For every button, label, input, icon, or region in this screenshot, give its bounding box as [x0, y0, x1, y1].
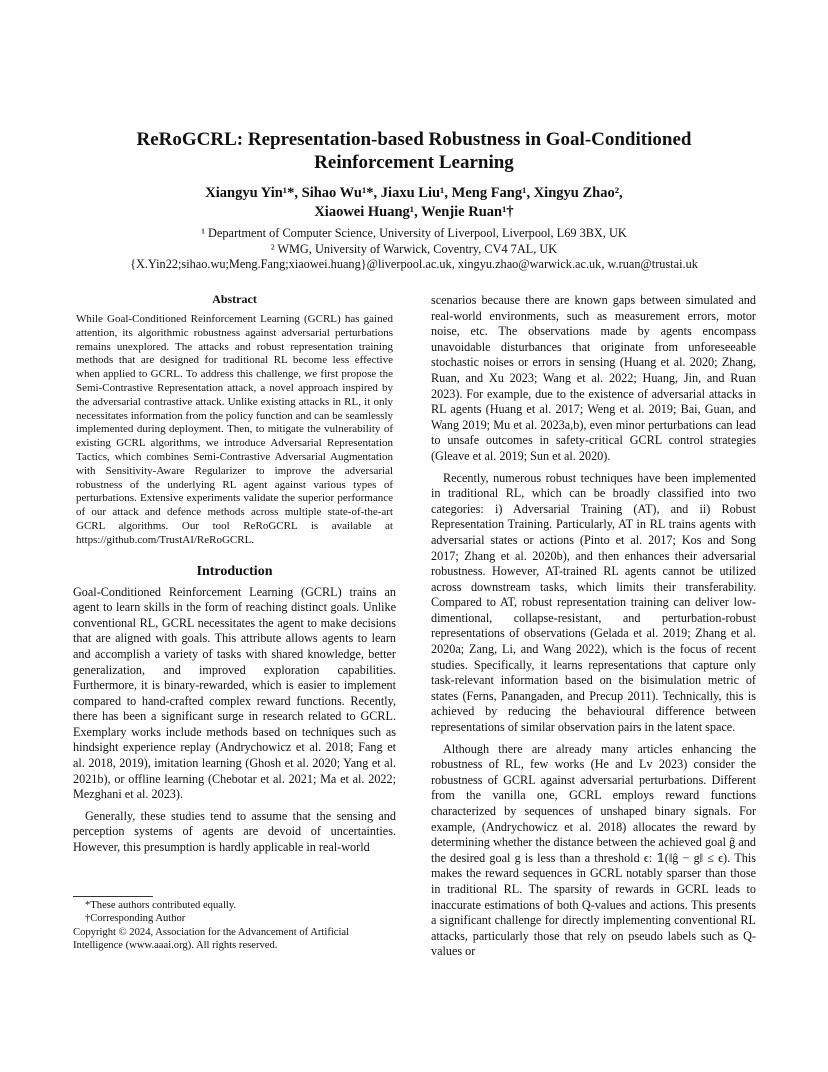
title-line-1: ReRoGCRL: Representation-based Robustness in Goal-Conditioned — [136, 129, 692, 150]
abstract-text: While Goal-Conditioned Reinforcement Learning (GCRL) has gained attention, its algorithmic robustness against adversarial perturbations remains unexplored. The attacks and robust representation training methods that are designed for traditional RL become less effective when applied to GCRL. To address this challenge, we first propose the Semi-Contrastive Representation attack, a novel approach inspired by the adversarial contrastive attack. Unlike existing attacks in RL, it only necessitates information from the policy function and can be seamlessly implemented during deployment. Then, to mitigate the vulnerability of existing GCRL algorithms, we introduce Adversarial Representation Tactics, which combines Semi-Contrastive Adversarial Augmentation with Sensitivity-Aware Regularizer to improve the adversarial robustness of the underlying RL agent against various types of perturbations. Extensive experiments validate the superior performance of our attack and defence methods across multiple state-of-the-art GCRL algorithms. Our tool ReRoGCRL is available at https://github.com/TrustAI/ReRoGCRL. — [76, 313, 393, 546]
right-paragraph-3: Although there are already many articles enhancing the robustness of RL, few works (He and Lv 2023) consider the robustness of GCRL against adversarial perturbations. Different from the vanilla one, GCRL employs reward functions characterized by sequences of unshaped binary signals. For example, (Andrychowicz et al. 2018) allocates the reward by determining whether the distance between the achieved goal ĝ and the desired goal g is less than a threshold ϵ: 𝟙(‖ĝ − g‖ ≤ ϵ). This makes the reward sequences in GCRL notably sparser than those in traditional RL. The sparsity of rewards in GCRL leads to inaccurate estimations of both Q-values and actions. This presents a significant challenge for directly implementing conventional RL attacks, particularly those that rely on pseudo labels such as Q-values or — [431, 741, 756, 959]
paper-title — [60, 128, 768, 174]
left-column — [73, 292, 396, 856]
introduction-heading: Introduction — [196, 563, 273, 579]
introduction-paragraph-1: Goal-Conditioned Reinforcement Learning (GCRL) trains an agent to learn skills in the form of reaching distinct goals. Unlike conventional RL, GCRL necessitates the agent to make decisions that are aligned with goals. This attribute allows agents to learn and accomplish a variety of tasks with shared knowledge, better generalization, and improved exploration capabilities. Furthermore, it is binary-rewarded, which is easier to implement compared to hand-crafted complex reward functions. Recently, there has been a significant surge in research related to GCRL. Exemplary works include methods based on techniques such as hindsight experience replay (Andrychowicz et al. 2018; Fang et al. 2018, 2019), imitation learning (Ghosh et al. 2020; Yang et al. 2021b), or offline learning (Chebotar et al. 2021; Ma et al. 2022; Mezghani et al. 2023). — [73, 584, 396, 802]
abstract-heading: Abstract — [212, 292, 257, 306]
title-line-2: Reinforcement Learning — [314, 152, 514, 173]
footnote-equal-contribution: *These authors contributed equally. — [85, 900, 237, 911]
introduction-paragraph-2: Generally, these studies tend to assume that the sensing and perception systems of agents are devoid of uncertainties. However, this presumption is hardly applicable in real-world — [73, 808, 396, 855]
footnote-divider — [73, 896, 153, 897]
footnotes — [73, 899, 396, 952]
arxiv-watermark — [20, 250, 56, 770]
right-paragraph-1: scenarios because there are known gaps between simulated and real-world environments, such as measurement errors, motor noise, etc. The observations made by agents encompass unavoidable disturbances that originate from unforeseeable stochastic noises or errors in sensing (Huang et al. 2020; Zhang, Ruan, and Xu 2023; Wang et al. 2022; Huang, Jin, and Ruan 2023). For example, due to the existence of adversarial attacks in RL agents (Huang et al. 2017; Weng et al. 2019; Bai, Guan, and Wang 2019; Mu et al. 2023a,b), even minor perturbations can lead to unsafe outcomes in safety-critical GCRL control strategies (Gleave et al. 2019; Sun et al. 2020). — [431, 293, 756, 463]
authors-line-2: Xiaowei Huang¹, Wenjie Ruan¹† — [314, 204, 514, 220]
right-paragraph-2: Recently, numerous robust techniques have been implemented in traditional RL, which can be broadly classified into two categories: i) Adversarial Training (AT), and ii) Robust Representation Training. Particularly, AT in RL trains agents with adversarial states or actions (Pinto et al. 2017; Kos and Song 2017; Zhang et al. 2020b), and then enhances their adversarial robustness. However, AT-trained RL agents cannot be utilized across downstream tasks, which limits their transferability. Compared to AT, robust representation training can deliver low-dimentional, collapse-resistant, and perturbation-robust representations of observations (Gelada et al. 2019; Zhang et al. 2020a; Zang, Li, and Wang 2022), which is the focus of recent studies. Specifically, it learns representations that capture only task-relevant information based on the bisimulation metric of states (Ferns, Panangaden, and Precup 2011). Technically, this is achieved by reducing the behavioural difference between representations of similar observation pairs in the latent space. — [431, 470, 756, 735]
right-column — [431, 293, 756, 960]
affiliation-2: ² WMG, University of Warwick, Coventry, CV4 7AL, UK — [270, 241, 558, 256]
authors-line-1: Xiangyu Yin¹*, Sihao Wu¹*, Jiaxu Liu¹, Meng Fang¹, Xingyu Zhao², — [205, 185, 623, 201]
author-emails: {X.Yin22;sihao.wu;Meng.Fang;xiaowei.huang}@liverpool.ac.uk, xingyu.zhao@warwick.ac.uk, w.ruan@trustai.uk — [130, 257, 698, 271]
author-list — [60, 184, 768, 222]
copyright-notice: Copyright © 2024, Association for the Advancement of Artificial Intelligence (www.aaai.org). All rights reserved. — [73, 926, 350, 951]
affiliation-1: ¹ Department of Computer Science, University of Liverpool, Liverpool, L69 3BX, UK — [201, 226, 627, 240]
affiliations — [60, 226, 768, 273]
footnote-corresponding-author: †Corresponding Author — [85, 913, 186, 925]
